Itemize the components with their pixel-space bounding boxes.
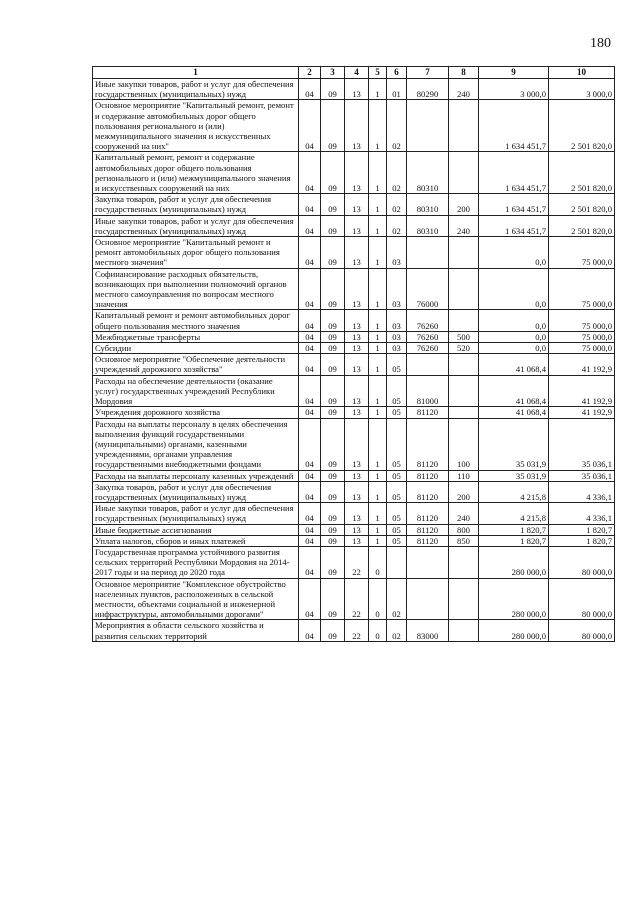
table-row (93, 215, 615, 236)
section-code-cell: 04 (299, 152, 321, 194)
amount-cell: 41 068,4 (479, 354, 549, 375)
amount-cell: 75 000,0 (549, 310, 615, 331)
program-code-cell: 22 (345, 578, 369, 620)
amount-cell: 41 192,9 (549, 375, 615, 407)
program-code-cell: 13 (345, 470, 369, 481)
event-code-cell: 02 (387, 194, 407, 215)
program-code-cell: 13 (345, 215, 369, 236)
program-code-cell: 13 (345, 268, 369, 310)
subsection-code-cell: 09 (321, 79, 345, 100)
amount-cell: 3 000,0 (479, 79, 549, 100)
event-code-cell: 02 (387, 578, 407, 620)
direction-code-cell: 81120 (407, 407, 449, 418)
subprogram-code-cell: 0 (369, 578, 387, 620)
direction-code-cell: 83000 (407, 620, 449, 641)
event-code-cell: 05 (387, 535, 407, 546)
amount-cell: 1 820,7 (479, 524, 549, 535)
amount-cell: 2 501 820,0 (549, 215, 615, 236)
subsection-code-cell: 09 (321, 620, 345, 641)
expense-type-cell (449, 620, 479, 641)
section-code-cell: 04 (299, 268, 321, 310)
subsection-code-cell: 09 (321, 194, 345, 215)
subprogram-code-cell: 1 (369, 524, 387, 535)
section-code-cell: 04 (299, 215, 321, 236)
expense-type-cell: 520 (449, 343, 479, 354)
subsection-code-cell: 09 (321, 503, 345, 524)
program-code-cell: 13 (345, 152, 369, 194)
table-row (93, 194, 615, 215)
expense-name-cell: Иные закупки товаров, работ и услуг для обеспечения государственных (муниципальных) нужд (93, 79, 299, 100)
section-code-cell: 04 (299, 100, 321, 152)
table-row (93, 310, 615, 331)
subprogram-code-cell: 1 (369, 418, 387, 470)
expense-type-cell: 850 (449, 535, 479, 546)
subprogram-code-cell: 1 (369, 375, 387, 407)
section-code-cell: 04 (299, 503, 321, 524)
page-number: 180 (590, 36, 611, 51)
expense-name-cell: Основное мероприятие "Капитальный ремонт и ремонт автомобильных дорог общего пользования местного значения" (93, 237, 299, 269)
section-code-cell: 04 (299, 620, 321, 641)
program-code-cell: 13 (345, 343, 369, 354)
amount-cell: 0,0 (479, 237, 549, 269)
event-code-cell: 02 (387, 100, 407, 152)
section-code-cell: 04 (299, 470, 321, 481)
subsection-code-cell: 09 (321, 481, 345, 502)
amount-cell: 0,0 (479, 343, 549, 354)
event-code-cell (387, 546, 407, 578)
event-code-cell: 05 (387, 481, 407, 502)
section-code-cell: 04 (299, 79, 321, 100)
expense-type-cell (449, 237, 479, 269)
subprogram-code-cell: 1 (369, 310, 387, 331)
event-code-cell: 03 (387, 310, 407, 331)
section-code-cell: 04 (299, 354, 321, 375)
expense-type-cell: 100 (449, 418, 479, 470)
subprogram-code-cell: 1 (369, 268, 387, 310)
amount-cell: 80 000,0 (549, 620, 615, 641)
table-row (93, 524, 615, 535)
direction-code-cell: 80310 (407, 152, 449, 194)
amount-cell: 35 031,9 (479, 418, 549, 470)
column-header: 2 (299, 67, 321, 79)
expense-type-cell (449, 354, 479, 375)
direction-code-cell (407, 354, 449, 375)
table-row (93, 237, 615, 269)
expense-name-cell: Иные закупки товаров, работ и услуг для обеспечения государственных (муниципальных) нужд (93, 215, 299, 236)
expense-name-cell: Иные закупки товаров, работ и услуг для обеспечения государственных (муниципальных) нужд (93, 503, 299, 524)
subprogram-code-cell: 0 (369, 546, 387, 578)
amount-cell: 4 215,8 (479, 503, 549, 524)
table-row (93, 546, 615, 578)
amount-cell: 0,0 (479, 331, 549, 342)
direction-code-cell: 81120 (407, 470, 449, 481)
table-body (93, 79, 615, 642)
table-row (93, 481, 615, 502)
direction-code-cell: 80310 (407, 194, 449, 215)
table-row (93, 620, 615, 641)
section-code-cell: 04 (299, 418, 321, 470)
amount-cell: 41 068,4 (479, 375, 549, 407)
expense-name-cell: Основное мероприятие "Капитальный ремонт, ремонт и содержание автомобильных дорог общего пользования регионального и (или) межмуниципального значения и искусственных сооружений на них" (93, 100, 299, 152)
amount-cell: 1 634 451,7 (479, 215, 549, 236)
subprogram-code-cell: 1 (369, 79, 387, 100)
subsection-code-cell: 09 (321, 343, 345, 354)
budget-table (92, 66, 615, 642)
amount-cell: 280 000,0 (479, 620, 549, 641)
program-code-cell: 13 (345, 418, 369, 470)
program-code-cell: 22 (345, 620, 369, 641)
subsection-code-cell: 09 (321, 546, 345, 578)
event-code-cell: 05 (387, 354, 407, 375)
amount-cell: 1 634 451,7 (479, 194, 549, 215)
section-code-cell: 04 (299, 524, 321, 535)
expense-type-cell (449, 407, 479, 418)
expense-type-cell (449, 546, 479, 578)
subsection-code-cell: 09 (321, 418, 345, 470)
amount-cell: 4 336,1 (549, 503, 615, 524)
subsection-code-cell: 09 (321, 535, 345, 546)
expense-name-cell: Закупка товаров, работ и услуг для обеспечения государственных (муниципальных) нужд (93, 194, 299, 215)
event-code-cell: 02 (387, 620, 407, 641)
subsection-code-cell: 09 (321, 215, 345, 236)
column-header: 10 (549, 67, 615, 79)
table-row (93, 152, 615, 194)
expense-type-cell (449, 268, 479, 310)
amount-cell: 75 000,0 (549, 268, 615, 310)
section-code-cell: 04 (299, 535, 321, 546)
table-row (93, 503, 615, 524)
column-header: 9 (479, 67, 549, 79)
table-row (93, 470, 615, 481)
amount-cell: 41 192,9 (549, 354, 615, 375)
amount-cell: 4 336,1 (549, 481, 615, 502)
subprogram-code-cell: 1 (369, 194, 387, 215)
column-header: 6 (387, 67, 407, 79)
section-code-cell: 04 (299, 407, 321, 418)
column-header: 4 (345, 67, 369, 79)
amount-cell: 1 820,7 (549, 524, 615, 535)
expense-type-cell (449, 578, 479, 620)
subprogram-code-cell: 1 (369, 535, 387, 546)
expense-type-cell: 240 (449, 503, 479, 524)
direction-code-cell: 76260 (407, 343, 449, 354)
event-code-cell: 03 (387, 331, 407, 342)
column-header: 5 (369, 67, 387, 79)
table-row (93, 100, 615, 152)
expense-name-cell: Субсидии (93, 343, 299, 354)
direction-code-cell (407, 100, 449, 152)
program-code-cell: 13 (345, 331, 369, 342)
section-code-cell: 04 (299, 194, 321, 215)
subsection-code-cell: 09 (321, 354, 345, 375)
section-code-cell: 04 (299, 375, 321, 407)
subprogram-code-cell: 1 (369, 331, 387, 342)
expense-type-cell: 110 (449, 470, 479, 481)
expense-type-cell: 500 (449, 331, 479, 342)
expense-name-cell: Основное мероприятие "Обеспечение деятельности учреждений дорожного хозяйства" (93, 354, 299, 375)
subprogram-code-cell: 1 (369, 503, 387, 524)
amount-cell: 2 501 820,0 (549, 194, 615, 215)
amount-cell: 80 000,0 (549, 546, 615, 578)
program-code-cell: 13 (345, 310, 369, 331)
expense-name-cell: Закупка товаров, работ и услуг для обеспечения государственных (муниципальных) нужд (93, 481, 299, 502)
expense-name-cell: Государственная программа устойчивого развития сельских территорий Республики Мордовия на 2014-2017 годы и на период до 2020 года (93, 546, 299, 578)
direction-code-cell: 81000 (407, 375, 449, 407)
program-code-cell: 13 (345, 194, 369, 215)
event-code-cell: 05 (387, 375, 407, 407)
direction-code-cell (407, 546, 449, 578)
expense-name-cell: Уплата налогов, сборов и иных платежей (93, 535, 299, 546)
section-code-cell: 04 (299, 237, 321, 269)
subsection-code-cell: 09 (321, 268, 345, 310)
amount-cell: 2 501 820,0 (549, 100, 615, 152)
event-code-cell: 05 (387, 470, 407, 481)
expense-name-cell: Капитальный ремонт, ремонт и содержание автомобильных дорог общего пользования регионального и (или) межмуниципального значения и искусственных сооружений на них (93, 152, 299, 194)
event-code-cell: 02 (387, 215, 407, 236)
expense-name-cell: Основное мероприятие "Комплексное обустройство населенных пунктов, расположенных в сельской местности, объектами социальной и инженерной инфраструктуры, автомобильными дорогами" (93, 578, 299, 620)
subprogram-code-cell: 1 (369, 407, 387, 418)
section-code-cell: 04 (299, 310, 321, 331)
amount-cell: 1 820,7 (479, 535, 549, 546)
program-code-cell: 13 (345, 503, 369, 524)
program-code-cell: 13 (345, 354, 369, 375)
expense-type-cell: 800 (449, 524, 479, 535)
expense-name-cell: Расходы на выплаты персоналу казенных учреждений (93, 470, 299, 481)
section-code-cell: 04 (299, 481, 321, 502)
program-code-cell: 13 (345, 535, 369, 546)
column-header: 3 (321, 67, 345, 79)
event-code-cell: 05 (387, 503, 407, 524)
program-code-cell: 13 (345, 79, 369, 100)
direction-code-cell: 81120 (407, 503, 449, 524)
amount-cell: 280 000,0 (479, 546, 549, 578)
subsection-code-cell: 09 (321, 470, 345, 481)
amount-cell: 35 031,9 (479, 470, 549, 481)
subsection-code-cell: 09 (321, 237, 345, 269)
direction-code-cell: 76000 (407, 268, 449, 310)
expense-type-cell: 240 (449, 79, 479, 100)
amount-cell: 0,0 (479, 310, 549, 331)
expense-name-cell: Капитальный ремонт и ремонт автомобильных дорог общего пользования местного значения (93, 310, 299, 331)
section-code-cell: 04 (299, 331, 321, 342)
expense-name-cell: Софинансирование расходных обязательств, возникающих при выполнении полномочий органов местного самоуправления по вопросам местного значения (93, 268, 299, 310)
subprogram-code-cell: 1 (369, 470, 387, 481)
amount-cell: 1 820,7 (549, 535, 615, 546)
expense-type-cell (449, 152, 479, 194)
amount-cell: 1 634 451,7 (479, 152, 549, 194)
amount-cell: 35 036,1 (549, 470, 615, 481)
table-row (93, 375, 615, 407)
expense-name-cell: Межбюджетные трансферты (93, 331, 299, 342)
event-code-cell: 03 (387, 237, 407, 269)
expense-type-cell: 200 (449, 481, 479, 502)
amount-cell: 35 036,1 (549, 418, 615, 470)
expense-type-cell: 200 (449, 194, 479, 215)
expense-type-cell (449, 375, 479, 407)
subsection-code-cell: 09 (321, 310, 345, 331)
amount-cell: 2 501 820,0 (549, 152, 615, 194)
event-code-cell: 03 (387, 343, 407, 354)
program-code-cell: 13 (345, 481, 369, 502)
direction-code-cell (407, 578, 449, 620)
program-code-cell: 22 (345, 546, 369, 578)
direction-code-cell: 81120 (407, 524, 449, 535)
table-row (93, 578, 615, 620)
event-code-cell: 05 (387, 524, 407, 535)
event-code-cell: 05 (387, 418, 407, 470)
amount-cell: 75 000,0 (549, 237, 615, 269)
subprogram-code-cell: 1 (369, 237, 387, 269)
table-row (93, 343, 615, 354)
subprogram-code-cell: 1 (369, 215, 387, 236)
subprogram-code-cell: 1 (369, 100, 387, 152)
expense-type-cell: 240 (449, 215, 479, 236)
direction-code-cell: 81120 (407, 418, 449, 470)
expense-name-cell: Мероприятия в области сельского хозяйства и развития сельских территорий (93, 620, 299, 641)
expense-name-cell: Иные бюджетные ассигнования (93, 524, 299, 535)
program-code-cell: 13 (345, 375, 369, 407)
event-code-cell: 05 (387, 407, 407, 418)
event-code-cell: 03 (387, 268, 407, 310)
amount-cell: 41 192,9 (549, 407, 615, 418)
expense-name-cell: Расходы на выплаты персоналу в целях обеспечения выполнения функций государственными (муниципальными) органами, казенными учреждениями, органами управления государственными внебюджетными фондами (93, 418, 299, 470)
subsection-code-cell: 09 (321, 152, 345, 194)
table-row (93, 354, 615, 375)
section-code-cell: 04 (299, 546, 321, 578)
column-header: 8 (449, 67, 479, 79)
program-code-cell: 13 (345, 407, 369, 418)
table-row (93, 418, 615, 470)
amount-cell: 4 215,8 (479, 481, 549, 502)
program-code-cell: 13 (345, 100, 369, 152)
table-header-row (93, 67, 615, 79)
table-row (93, 331, 615, 342)
expense-type-cell (449, 310, 479, 331)
direction-code-cell: 76260 (407, 310, 449, 331)
subsection-code-cell: 09 (321, 578, 345, 620)
section-code-cell: 04 (299, 578, 321, 620)
amount-cell: 0,0 (479, 268, 549, 310)
section-code-cell: 04 (299, 343, 321, 354)
amount-cell: 75 000,0 (549, 343, 615, 354)
direction-code-cell: 80290 (407, 79, 449, 100)
subsection-code-cell: 09 (321, 331, 345, 342)
amount-cell: 280 000,0 (479, 578, 549, 620)
subsection-code-cell: 09 (321, 100, 345, 152)
direction-code-cell (407, 237, 449, 269)
table-row (93, 407, 615, 418)
event-code-cell: 01 (387, 79, 407, 100)
expense-name-cell: Учреждения дорожного хозяйства (93, 407, 299, 418)
program-code-cell: 13 (345, 524, 369, 535)
direction-code-cell: 80310 (407, 215, 449, 236)
expense-type-cell (449, 100, 479, 152)
direction-code-cell: 76260 (407, 331, 449, 342)
amount-cell: 80 000,0 (549, 578, 615, 620)
subprogram-code-cell: 1 (369, 354, 387, 375)
program-code-cell: 13 (345, 237, 369, 269)
column-header: 7 (407, 67, 449, 79)
subprogram-code-cell: 0 (369, 620, 387, 641)
amount-cell: 1 634 451,7 (479, 100, 549, 152)
event-code-cell: 02 (387, 152, 407, 194)
subsection-code-cell: 09 (321, 524, 345, 535)
subsection-code-cell: 09 (321, 375, 345, 407)
amount-cell: 41 068,4 (479, 407, 549, 418)
column-header: 1 (93, 67, 299, 79)
subsection-code-cell: 09 (321, 407, 345, 418)
direction-code-cell: 81120 (407, 535, 449, 546)
subprogram-code-cell: 1 (369, 343, 387, 354)
expense-name-cell: Расходы на обеспечение деятельности (оказание услуг) государственных учреждений Республики Мордовия (93, 375, 299, 407)
table-row (93, 535, 615, 546)
amount-cell: 3 000,0 (549, 79, 615, 100)
subprogram-code-cell: 1 (369, 152, 387, 194)
table-row (93, 79, 615, 100)
table-row (93, 268, 615, 310)
subprogram-code-cell: 1 (369, 481, 387, 502)
amount-cell: 75 000,0 (549, 331, 615, 342)
direction-code-cell: 81120 (407, 481, 449, 502)
